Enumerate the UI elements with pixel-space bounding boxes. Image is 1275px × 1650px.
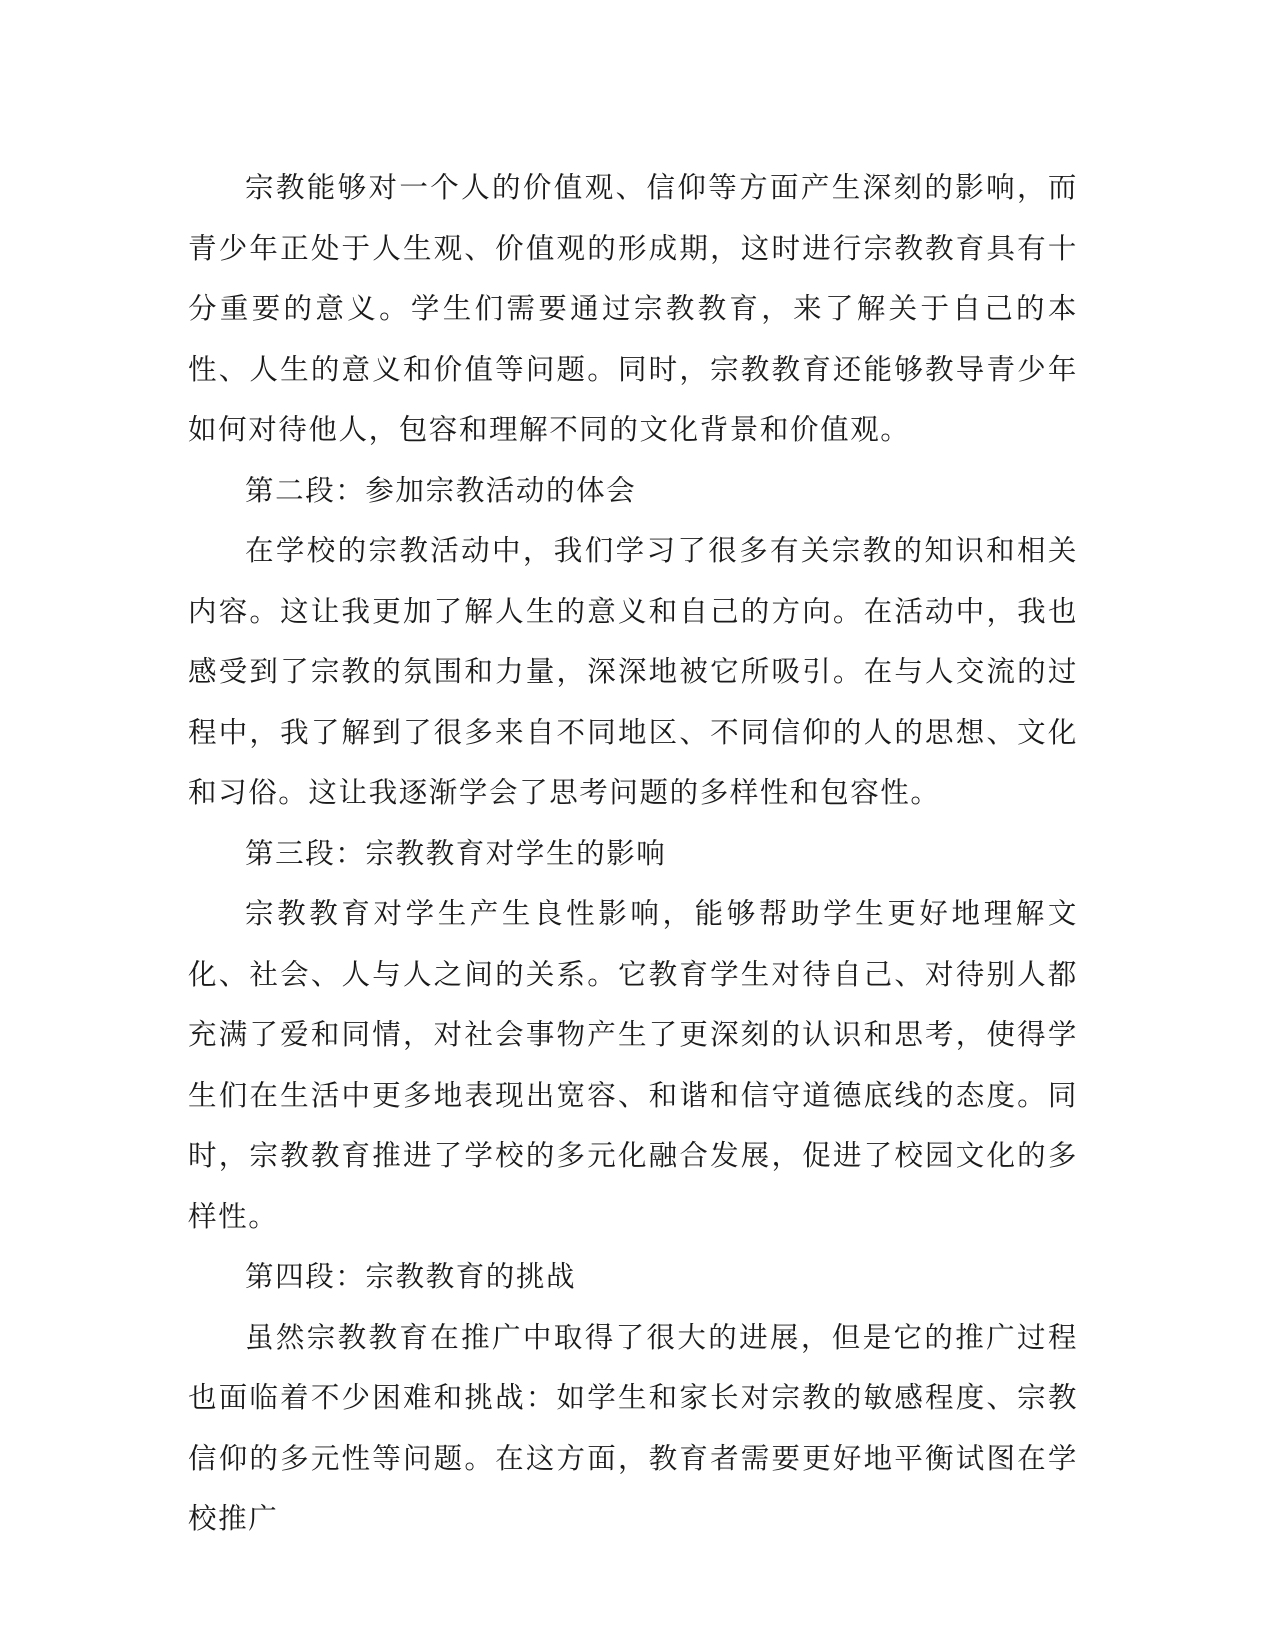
document-body <box>188 158 1078 1550</box>
section-heading-2: 第二段：参加宗教活动的体会 <box>245 473 637 507</box>
section-heading-3: 第三段：宗教教育对学生的影响 <box>245 836 667 870</box>
paragraph-intro: 宗教能够对一个人的价值观、信仰等方面产生深刻的影响，而青少年正处于人生观、价值观的形成期，这时进行宗教教育具有十分重要的意义。学生们需要通过宗教教育，来了解关于自己的本性、人生的意义和价值等问题。同时，宗教教育还能够教导青少年如何对待他人，包容和理解不同的文化背景和价值观。 <box>188 171 1078 446</box>
paragraph-section-2: 在学校的宗教活动中，我们学习了很多有关宗教的知识和相关内容。这让我更加了解人生的意义和自己的方向。在活动中，我也感受到了宗教的氛围和力量，深深地被它所吸引。在与人交流的过程中，我了解到了很多来自不同地区、不同信仰的人的思想、文化和习俗。这让我逐渐学会了思考问题的多样性和包容性。 <box>188 534 1078 809</box>
paragraph-section-4: 虽然宗教教育在推广中取得了很大的进展，但是它的推广过程也面临着不少困难和挑战：如学生和家长对宗教的敏感程度、宗教信仰的多元性等问题。在这方面，教育者需要更好地平衡试图在学校推广 <box>188 1320 1078 1535</box>
paragraph-section-3: 宗教教育对学生产生良性影响，能够帮助学生更好地理解文化、社会、人与人之间的关系。它教育学生对待自己、对待别人都充满了爱和同情，对社会事物产生了更深刻的认识和思考，使得学生们在生活中更多地表现出宽容、和谐和信守道德底线的态度。同时，宗教教育推进了学校的多元化融合发展，促进了校园文化的多样性。 <box>188 897 1078 1233</box>
section-heading-4: 第四段：宗教教育的挑战 <box>245 1260 577 1293</box>
